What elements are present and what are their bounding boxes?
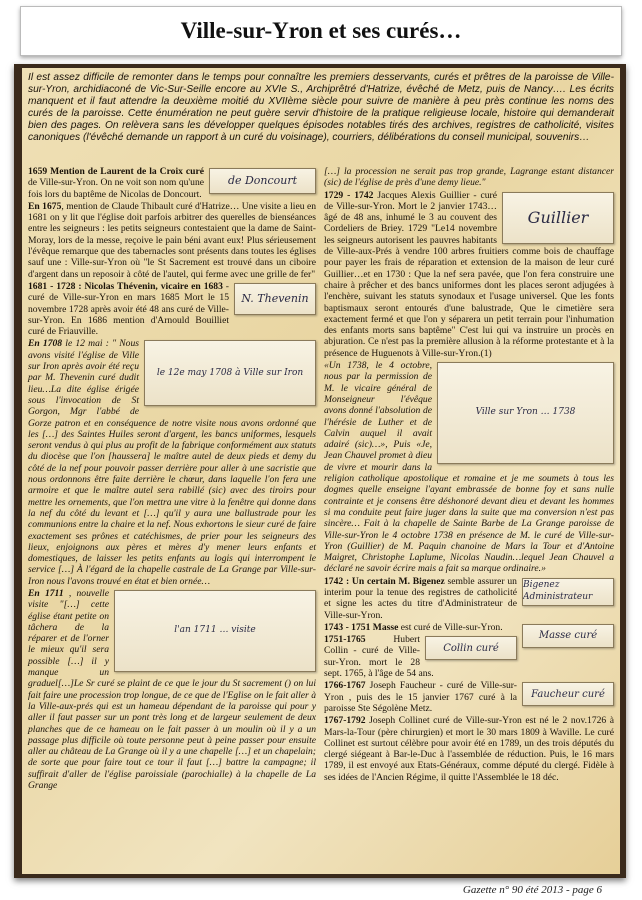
entry-1742-text: semble assurer un interim pour la tenue des registres de catholicité et signe les actes du titre d'Administrateur de Ville-sur-Yron. bbox=[324, 575, 517, 621]
document-visit-1711: l'an 1711 … visite bbox=[114, 590, 316, 672]
entry-1659-head: 1659 Mention de Laurent de la Croix curé bbox=[28, 166, 204, 177]
entry-1711-head: En 1711 bbox=[28, 587, 64, 599]
entry-1708-head: En 1708 bbox=[28, 338, 63, 350]
entry-1681-head: 1681 - 1728 : Nicolas Thévenin, vicaire en 1683 bbox=[28, 280, 223, 292]
title-box bbox=[20, 6, 622, 56]
entry-1743-text: est curé de Ville-sur-Yron. bbox=[398, 621, 503, 633]
entry-1766-text: Joseph Faucheur - curé de Ville-sur-Yron , puis des le 15 janvier 1767 curé à la paroisse Ste Ségolène Metz. bbox=[324, 680, 517, 714]
signature-faucheur: Faucheur curé bbox=[522, 682, 614, 706]
entry-1751-text: Hubert Collin - curé de Ville-sur-Yron. mort le 28 sept. 1765, à l'âge de 54 ans. bbox=[324, 634, 434, 680]
page-title: Ville-sur-Yron et ses curés… bbox=[180, 18, 462, 43]
entry-1729-head: 1729 - 1742 bbox=[324, 189, 374, 201]
left-column bbox=[28, 166, 316, 792]
entry-1767-text: Joseph Collinet curé de Ville-sur-Yron est né le 2 nov.1726 à Mars-la-Tour (père chirurgien) et mort le 30 mars 1809 à Waville. Le curé Collinet est surtout célèbre pour avoir été en 1789, un des trois députés du clergé siégeant à Bar-le-Duc à l'assemblée de réduction. Puis, le 16 mars 1789, il est envoyé aux Etats-Généraux, comme député du clergé. Fidèle à ses idées de l'Ancien Régime, il quitte l'Assemblée le 18 déc. bbox=[324, 715, 614, 783]
entry-1659-text: de Ville-sur-Yron. On ne voit son nom qu'une fois lors du baptême de Nicolas de Doncourt. bbox=[28, 177, 204, 200]
entry-1708-text: le 12 mai : " Nous avons visité l'église de Ville sur Iron après avoir été reçu par M. Thevenin curé dudit lieu…La dite église érigée sous l'invocation de St Gorgon, Mgr l'abbé de Gorze patron et en conséquence de notre visite nous avons ordonné que les […] des Saintes Huiles seront d'argent, les bancs uniformes, lesquels seront vendus à qui plus au profit de la fabrique conformément aux statuts du diocèse que l'on [haussera] le maître autel de deux pieds et demy du côté de la nef pour pouvoir passer derrière pour aller à une sacristie que nous ordonnons être faite derrière le chœur, dans laquelle l'on fera une armoire et que le maître autel sera rabillé (sic) avec des tiroirs pour mettre les ornements, que l'on mettra une vitre à la fenêtre qui donne dans la nef du côté du levant et […] qu'il y aura une ballustrade pour les communions entre la chaire et la nef. Nous exhortons le sieur curé de faire exactement ses prônes et catéchismes, de prier pour les seigneurs des lieux, enjoignons aux pères et mères d'y mener leurs enfants et domestiques, de laisser les petits enfants au logis qui interrompent le service […] À l'égard de la chapelle castrale de La Grange par Ville-sur-Iron nous l'avons trouvé en état et bien ornée… bbox=[28, 338, 316, 587]
parchment bbox=[22, 68, 620, 874]
signature-bigenez: Bigenez Administrateur bbox=[522, 578, 614, 606]
document-visit-1708: le 12e may 1708 à Ville sur Iron bbox=[144, 340, 316, 406]
right-column bbox=[324, 166, 614, 784]
signature-guillier: Guillier bbox=[502, 192, 614, 244]
entry-1738-abjuration: «Un 1738, le 4 octobre, nous par la permission de M. le vicaire général de Monseigneur l'évêque avons donné l'absolution de l'hérésie de Luther et de Calvin auquel il avait adairé (sic)…», Puis «Je, Jean Chauvel promet à dieu de vivre et mourir dans la religion catholique apostolique et romaine et je me soumets à tous les dogmes quelle enseigne l'ayant embrassée de bonne foy et sans nulle contrainte et je consens être déshonoré devant dieu et devant les hommes si ma conduite peut faire juger dans la suite que ma conversion n'est pas sincère… Fait à la chapelle de Sainte Barbe de La Grange paroisse de Ville-sur-Yron le 4 octobre 1738 en présence de M. le curé de Ville-sur-Yron (Guillier) de M. Paquin chanoine de Mars la Tour et d'Antoine Maigret, Christophe Laplume, Nicolas Naudin…lequel Jean Chauvel a déclaré ne savoir écrire mais a fait sa marque ordinaire.» bbox=[324, 360, 614, 575]
entry-1767-head: 1767-1792 bbox=[324, 715, 366, 727]
signature-masse: Masse curé bbox=[522, 624, 614, 648]
entry-1681-text: - curé de Ville-sur-Yron en mars 1685 Mort le 15 novembre 1728 après avoir été 48 ans curé de Ville-sur-Yron. En 1686 mention d'Arnould Bouilliet curé de Friauville. bbox=[28, 280, 230, 338]
document-chauvel-abjuration: Ville sur Yron … 1738 bbox=[437, 362, 614, 464]
entry-1743-head: 1743 - 1751 Masse bbox=[324, 621, 399, 633]
entry-1675-head: En 1675 bbox=[28, 200, 62, 212]
intro-paragraph: Il est assez difficile de remonter dans le temps pour connaître les premiers desservants, curés et prêtres de la paroisse de Ville-sur-Yron, archidiaconé de Vic-Sur-Seille encore au XVIe S., Archiprêtré d'Hatrize, évêché de Metz, puis de Nancy…. Les écrits manquent et il faut attendre la deuxième moitié du XVIIème siècle pour suivre de manière à peu près continue les noms des curés de la paroisse. Cette énumération ne peut guère servir d'histoire de la pratique religieuse locale, histoire qui demanderait bien des pages. On relèvera sans les développer quelques épisodes notables tirés des archives, registres de catholicité, visites canoniques (l'évêché demande un rapport à un curé du voisinage), courriers, délibérations du conseil municipal, souvenirs… bbox=[28, 72, 614, 143]
entry-procession-end: […] la procession ne serait pas trop grande, Lagrange estant distancer (sic) de l'église de près d'une demy lieue." bbox=[324, 166, 614, 189]
parchment-frame bbox=[14, 64, 626, 878]
entry-1742-head: 1742 : Un certain M. Bigenez bbox=[324, 575, 445, 587]
signature-thevenin: N. Thevenin bbox=[234, 283, 316, 315]
entry-1767 bbox=[324, 715, 614, 783]
entry-1751-head: 1751-1765 bbox=[324, 634, 366, 646]
entry-1711-text: , nouvelle visite "[…] cette église étant petite on tâchera de la réparer et de l'orner le mieux qu'il sera possible […] il y manque un graduel[…]Le Sr curé se plaint de ce que le jour du St sacrement () on lui fait faire une procession trop longue, de ce que de l'Eglise on le fait aller à la Ville-aux-prés qui est un hameau dépendant de la paroisse qui pour y aller il faut passer sur un pont très long et de largeur seulement de deux planches que de ce hameau on le fait passer à un moulin où il y a un passage plus difficile où toute personne peut à peine passer pour ensuite aller au château de La Grange où il y a une chapelle […] et un chapelain; de sorte que pour faire tout ce tour il faut […] battre la campagne; il suffirait d'aller de l'église paroissiale (parochialle) à la chapelle de La Grange bbox=[28, 587, 316, 792]
entry-1675 bbox=[28, 201, 316, 280]
entry-1729-text: Jacques Alexis Guillier - curé de Ville-sur-Yron. Mort le 2 janvier 1743…âgé de 48 ans, inhumé le 3 au couvent des Cordeliers de Briey. 1729 "Le14 novembre les seigneurs autorisent les pauvres habitants de Ville-aux-Prés à vendre 100 arbres fruitiers comme bois de chauffage pour payer les frais de réparation et extension de la maison de leur curé Guillier…et en 1730 : Que la nef sera pavée, que l'on fera construire une chaire à prêcher et des bancs uniformes dont les places seront adjugées à l'enchère, suivant les statuts synodaux et l'usage universel. Que les fonts baptismaux seront entourés d'une balustrade, Que le cimetière sera exactement fermé et que l'on y séparera un petit terrain pour l'inhumation des enfants morts sans baptême" C'est lui qui va instruire un procès en abjuration. Ce n'est pas la première allusion à la réforme protestante et à la présence de Huguenots à Ville-sur-Yron.(1) bbox=[324, 189, 614, 359]
signature-collin: Collin curé bbox=[425, 636, 517, 660]
entry-1675-text: , mention de Claude Thibault curé d'Hatrize… Une visite a lieu en 1681 on y lit que l'église doit parfois arbitrer des querelles de bienséances entre les seigneurs : les petits seigneurs contestaient que la dame de Saint-Moray, lors de la messe, reçoive le pain béni avant eux! Plus sérieusement l'évêque remarque que des tabernacles sont présents dans toutes les églises sauf une : Ville-sur-Yron où "le St Sacrement est trouvé dans un ciboire d'argent dans un reposoir à côté de l'autel, qui ferme avec une grille de fer" bbox=[28, 200, 316, 280]
entry-1766-head: 1766-1767 bbox=[324, 680, 366, 692]
page-footer: Gazette n° 90 été 2013 - page 6 bbox=[462, 884, 602, 896]
signature-doncourt: de Doncourt bbox=[209, 168, 316, 194]
